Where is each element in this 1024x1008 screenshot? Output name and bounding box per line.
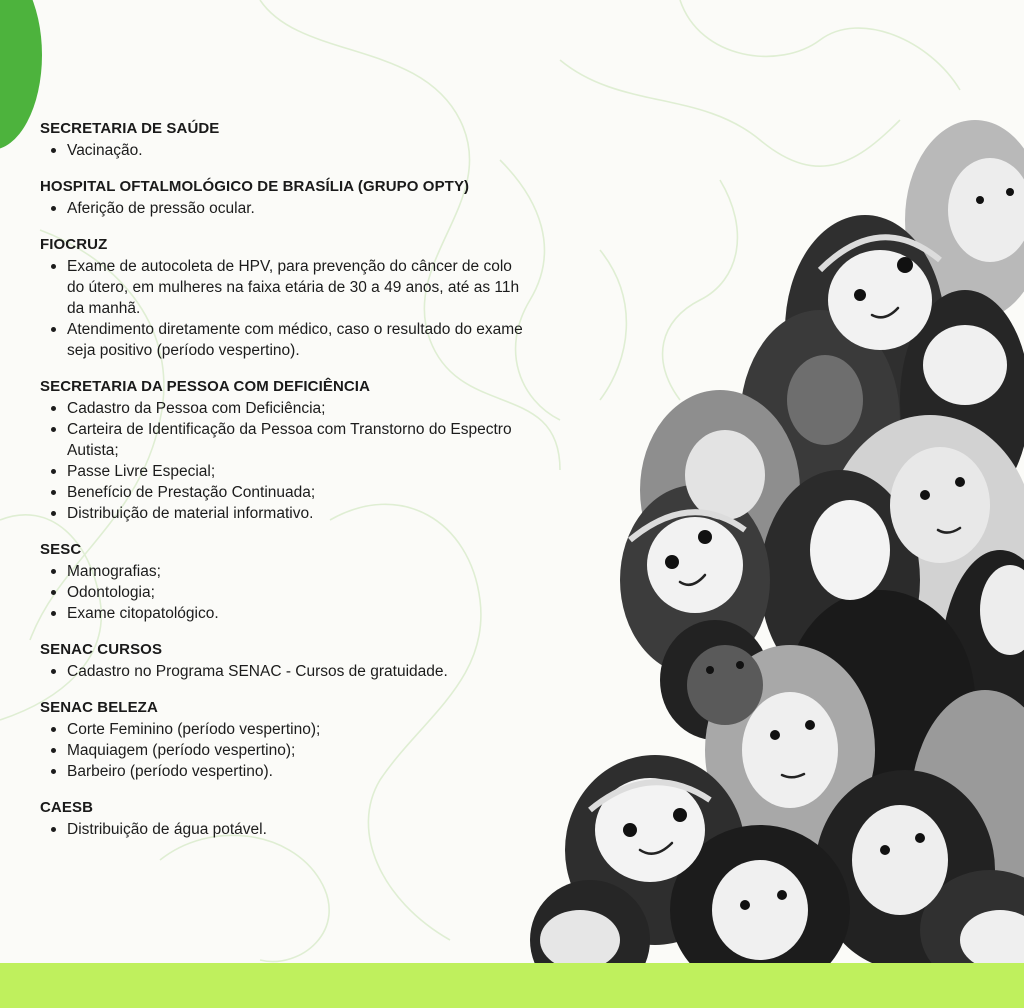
list-item: Benefício de Prestação Continuada;: [40, 482, 560, 503]
section: [40, 799, 560, 840]
list-item: Odontologia;: [40, 582, 560, 603]
section-title: SECRETARIA DA PESSOA COM DEFICIÊNCIA: [40, 378, 371, 395]
section-title: FIOCRUZ: [40, 236, 108, 253]
item-list: [40, 719, 560, 782]
list-item: Atendimento diretamente com médico, caso o resultado do exame seja positivo (período vespertino).: [40, 319, 537, 361]
list-item: Corte Feminino (período vespertino);: [40, 719, 560, 740]
item-list: [40, 198, 560, 219]
list-item: Distribuição de água potável.: [40, 819, 560, 840]
list-item: Mamografias;: [40, 561, 560, 582]
list-item: Barbeiro (período vespertino).: [40, 761, 560, 782]
section: [40, 120, 560, 161]
list-item: Exame de autocoleta de HPV, para prevenção do câncer de colo do útero, em mulheres na faixa etária de 30 a 49 anos, até as 11h da manhã.: [40, 256, 527, 319]
list-item: Maquiagem (período vespertino);: [40, 740, 560, 761]
section: [40, 641, 560, 682]
item-list: [40, 661, 560, 682]
list-item: Carteira de Identificação da Pessoa com Transtorno do Espectro Autista;: [40, 419, 537, 461]
section-title: CAESB: [40, 799, 94, 816]
list-item: Vacinação.: [40, 140, 560, 161]
section-title: HOSPITAL OFTALMOLÓGICO DE BRASÍLIA (GRUPO OPTY): [40, 178, 470, 195]
women-group-illustration: [520, 110, 1024, 963]
section-title: SESC: [40, 541, 82, 558]
bottom-green-bar: [0, 963, 1024, 1008]
section: [40, 699, 560, 782]
item-list: [40, 256, 560, 361]
section: [40, 541, 560, 624]
section-title: SENAC BELEZA: [40, 699, 158, 716]
section-title: SENAC CURSOS: [40, 641, 163, 658]
item-list: [40, 819, 560, 840]
list-item: Distribuição de material informativo.: [40, 503, 560, 524]
section: [40, 178, 560, 219]
item-list: [40, 398, 560, 524]
section-title: SECRETARIA DE SAÚDE: [40, 120, 220, 137]
item-list: [40, 561, 560, 624]
list-item: Cadastro da Pessoa com Deficiência;: [40, 398, 560, 419]
list-item: Exame citopatológico.: [40, 603, 560, 624]
section: [40, 236, 560, 361]
list-item: Cadastro no Programa SENAC - Cursos de gratuidade.: [40, 661, 560, 682]
section: [40, 378, 560, 524]
item-list: [40, 140, 560, 161]
list-item: Aferição de pressão ocular.: [40, 198, 560, 219]
services-list: [40, 120, 560, 857]
list-item: Passe Livre Especial;: [40, 461, 560, 482]
